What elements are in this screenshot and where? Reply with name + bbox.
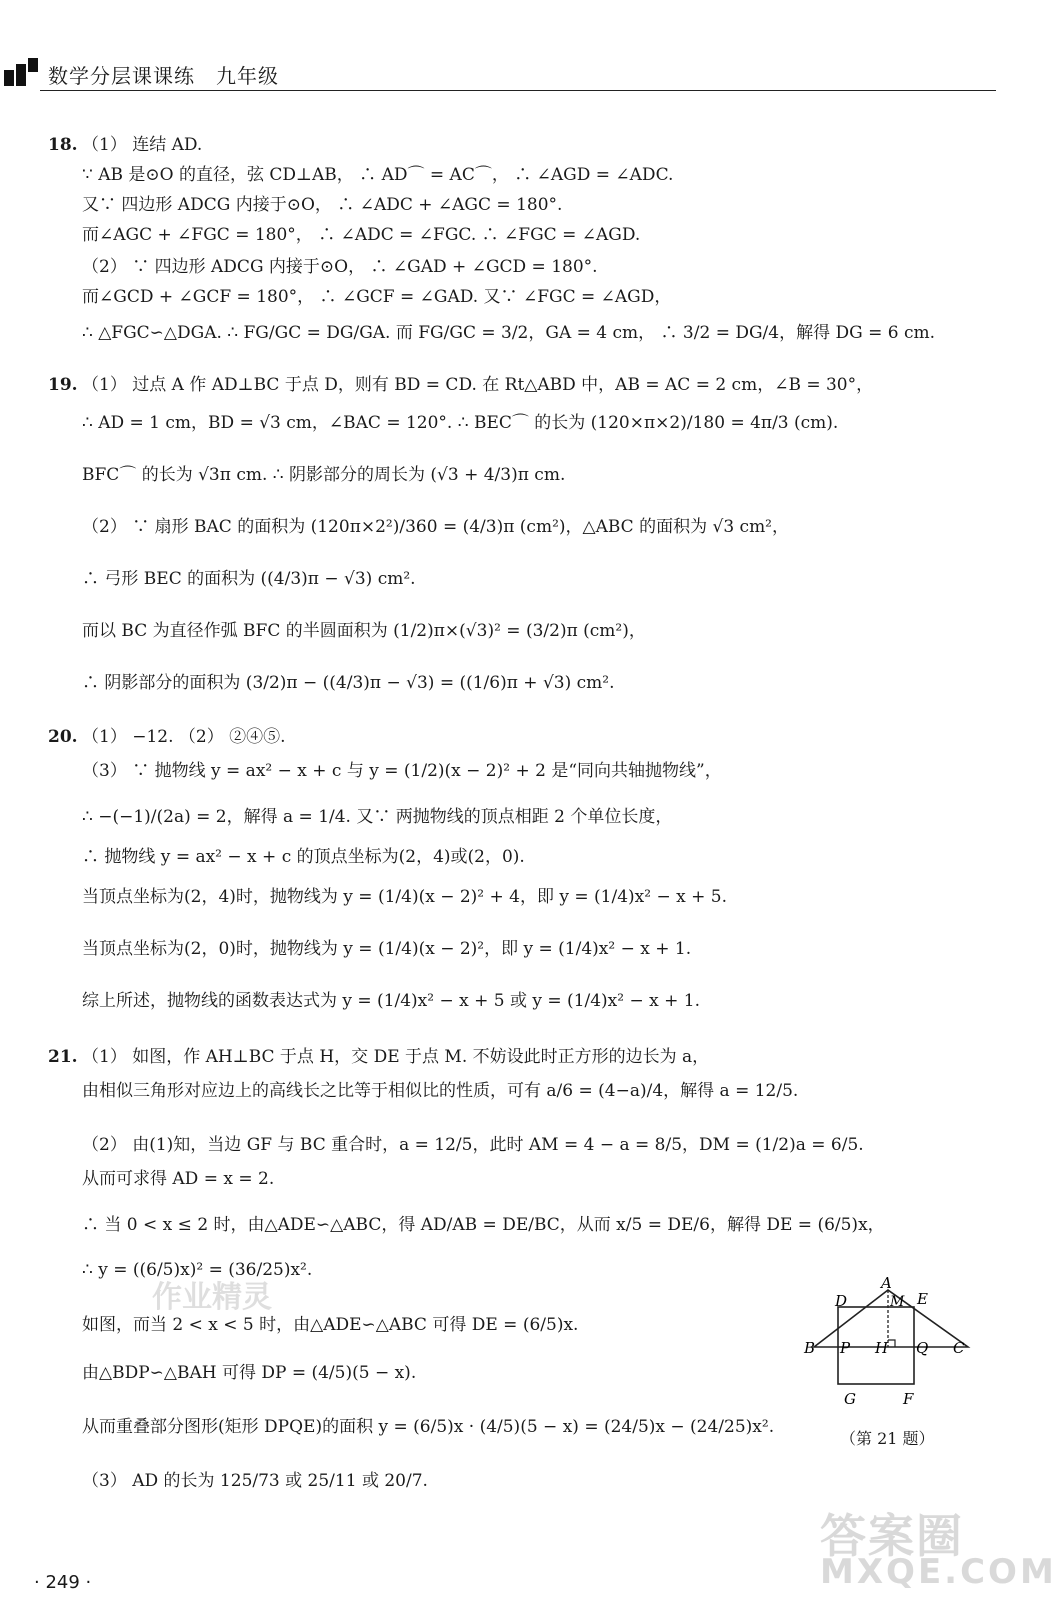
solution-line bbox=[48, 1466, 428, 1491]
solution-text: ∵ AB 是⊙O 的直径，弦 CD⊥AB， ∴ AD⌒ = AC⌒， ∴ ∠AGD = ∠ADC. bbox=[82, 165, 674, 185]
label-h: H bbox=[875, 1339, 889, 1357]
label-p: P bbox=[840, 1339, 851, 1357]
solution-text: 而∠GCD + ∠GCF = 180°， ∴ ∠GCF = ∠GAD. 又∵ ∠FGC = ∠AGD， bbox=[82, 287, 672, 307]
solution-text: （2） 由(1)知，当边 GF 与 BC 重合时，a = 12/5，此时 AM = 4 − a = 8/5，DM = (1/2)a = 6/5. bbox=[82, 1135, 864, 1155]
solution-text: （2） ∵ 扇形 BAC 的面积为 (120π×2²)/360 = (4/3)π (cm²)，△ABC 的面积为 √3 cm²， bbox=[82, 517, 790, 537]
solution-line bbox=[48, 1412, 774, 1437]
solution-text: 如图，而当 2 < x < 5 时，由△ADE∽△ABC 可得 DE = (6/5)x. bbox=[82, 1315, 579, 1335]
solution-text: ∴ 阴影部分的面积为 (3/2)π − ((4/3)π − √3) = ((1/6)π + √3) cm². bbox=[82, 673, 615, 693]
question-number: 20. bbox=[48, 727, 78, 747]
solution-text: ∴ 抛物线 y = ax² − x + c 的顶点坐标为(2，4)或(2，0). bbox=[82, 847, 525, 867]
solution-line bbox=[48, 1210, 885, 1235]
solution-line bbox=[48, 668, 615, 693]
watermark-site: MXQE.COM bbox=[820, 1552, 1057, 1592]
watermark-zuoye: 作业精灵 bbox=[152, 1280, 272, 1315]
page-header bbox=[0, 40, 996, 96]
solution-line bbox=[48, 220, 640, 245]
solution-text: ∴ △FGC∽△DGA. ∴ FG/GC = DG/GA. 而 FG/GC = 3/2，GA = 4 cm， ∴ 3/2 = DG/4，解得 DG = 6 cm. bbox=[82, 323, 936, 343]
solution-text: 由△BDP∽△BAH 可得 DP = (4/5)(5 − x). bbox=[82, 1363, 417, 1383]
solution-text: （1） 过点 A 作 AD⊥BC 于点 D，则有 BD = CD. 在 Rt△ABD 中，AB = AC = 2 cm，∠B = 30°， bbox=[82, 375, 874, 395]
solution-text: 综上所述，抛物线的函数表达式为 y = (1/4)x² − x + 5 或 y = (1/4)x² − x + 1. bbox=[82, 991, 700, 1011]
solution-line bbox=[48, 190, 562, 215]
solution-text: 而以 BC 为直径作弧 BFC 的半圆面积为 (1/2)π×(√3)² = (3/2)π (cm²)， bbox=[82, 621, 646, 641]
solution-line bbox=[48, 564, 416, 589]
solution-text: ∴ 弓形 BEC 的面积为 ((4/3)π − √3) cm². bbox=[82, 569, 416, 589]
label-m: M bbox=[890, 1294, 905, 1310]
solution-text: （3） AD 的长为 125/73 或 25/11 或 20/7. bbox=[82, 1471, 428, 1491]
solution-text: （3） ∵ 抛物线 y = ax² − x + c 与 y = (1/2)(x − 2)² + 2 是“同向共轴抛物线”， bbox=[82, 761, 722, 781]
label-g: G bbox=[844, 1390, 856, 1408]
solution-line bbox=[48, 616, 646, 641]
solution-text: （1） −12. （2） ②④⑤. bbox=[82, 727, 286, 747]
solution-text: 从而重叠部分图形(矩形 DPQE)的面积 y = (6/5)x · (4/5)(5 − x) = (24/5)x − (24/25)x². bbox=[82, 1417, 775, 1437]
solution-text: 又∵ 四边形 ADCG 内接于⊙O， ∴ ∠ADC + ∠AGC = 180°. bbox=[82, 195, 563, 215]
solution-text: 而∠AGC + ∠FGC = 180°， ∴ ∠ADC = ∠FGC. ∴ ∠FGC = ∠AGD. bbox=[82, 225, 641, 245]
figure-caption: （第 21 题） bbox=[840, 1429, 935, 1448]
solution-line bbox=[48, 1164, 274, 1189]
solution-line bbox=[48, 882, 727, 907]
solution-line bbox=[48, 802, 672, 827]
solution-line bbox=[48, 722, 286, 747]
solution-line bbox=[48, 1042, 709, 1067]
solution-text: ∴ 当 0 < x ≤ 2 时，由△ADE∽△ABC，得 AD/AB = DE/BC，从而 x/5 = DE/6，解得 DE = (6/5)x， bbox=[82, 1215, 885, 1235]
watermark-daanquan: 答案圈 bbox=[820, 1509, 964, 1563]
solution-line bbox=[48, 934, 691, 959]
solution-text: （1） 如图，作 AH⊥BC 于点 H，交 DE 于点 M. 不妨设此时正方形的边长为 a， bbox=[82, 1047, 710, 1067]
solution-line bbox=[48, 252, 598, 277]
solution-text: ∴ −(−1)/(2a) = 2，解得 a = 1/4. 又∵ 两抛物线的顶点相距 2 个单位长度， bbox=[82, 807, 673, 827]
label-e: E bbox=[917, 1290, 928, 1308]
solution-text: 由相似三角形对应边上的高线长之比等于相似比的性质，可有 a/6 = (4−a)/4，解得 a = 12/5. bbox=[82, 1081, 799, 1101]
solution-line bbox=[48, 460, 565, 485]
question-number: 18. bbox=[48, 135, 78, 155]
solution-text: BFC⌒ 的长为 √3π cm. ∴ 阴影部分的周长为 (√3 + 4/3)π cm. bbox=[82, 465, 566, 485]
solution-line bbox=[48, 370, 873, 395]
label-b: B bbox=[804, 1339, 816, 1357]
solution-text: 当顶点坐标为(2，0)时，抛物线为 y = (1/4)(x − 2)²，即 y = (1/4)x² − x + 1. bbox=[82, 939, 692, 959]
solution-line bbox=[48, 318, 935, 343]
solution-text: ∴ AD = 1 cm，BD = √3 cm，∠BAC = 120°. ∴ BEC⌒ 的长为 (120×π×2)/180 = 4π/3 (cm). bbox=[82, 413, 839, 433]
solution-line bbox=[48, 160, 673, 185]
solution-line bbox=[48, 986, 700, 1011]
solution-text: ∴ y = ((6/5)x)² = (36/25)x². bbox=[82, 1260, 313, 1280]
solution-text: （2） ∵ 四边形 ADCG 内接于⊙O， ∴ ∠GAD + ∠GCD = 180°. bbox=[82, 257, 598, 277]
label-f: F bbox=[903, 1390, 914, 1408]
solution-line bbox=[48, 1076, 798, 1101]
label-q: Q bbox=[916, 1339, 929, 1357]
label-a: A bbox=[881, 1274, 892, 1292]
right-angle-mark bbox=[888, 1340, 895, 1347]
solution-line bbox=[48, 1310, 578, 1335]
label-d: D bbox=[835, 1292, 848, 1310]
solution-text: （1） 连结 AD. bbox=[82, 135, 203, 155]
solution-line bbox=[48, 130, 202, 155]
solution-line bbox=[48, 282, 671, 307]
solution-line bbox=[48, 756, 722, 781]
page-number: · 249 · bbox=[34, 1572, 92, 1593]
solution-text: 从而可求得 AD = x = 2. bbox=[82, 1169, 275, 1189]
book-logo-icon bbox=[4, 58, 42, 86]
solution-text: 当顶点坐标为(2，4)时，抛物线为 y = (1/4)(x − 2)² + 4，即 y = (1/4)x² − x + 5. bbox=[82, 887, 727, 907]
question-number: 21. bbox=[48, 1047, 78, 1067]
label-c: C bbox=[953, 1339, 965, 1357]
solution-line bbox=[48, 842, 525, 867]
header-rule bbox=[40, 90, 996, 91]
question-number: 19. bbox=[48, 375, 78, 395]
solution-line bbox=[48, 408, 838, 433]
book-title: 数学分层课课练 九年级 bbox=[48, 64, 279, 88]
solution-line bbox=[48, 512, 789, 537]
solution-line bbox=[48, 1358, 416, 1383]
solution-line bbox=[48, 1130, 864, 1155]
